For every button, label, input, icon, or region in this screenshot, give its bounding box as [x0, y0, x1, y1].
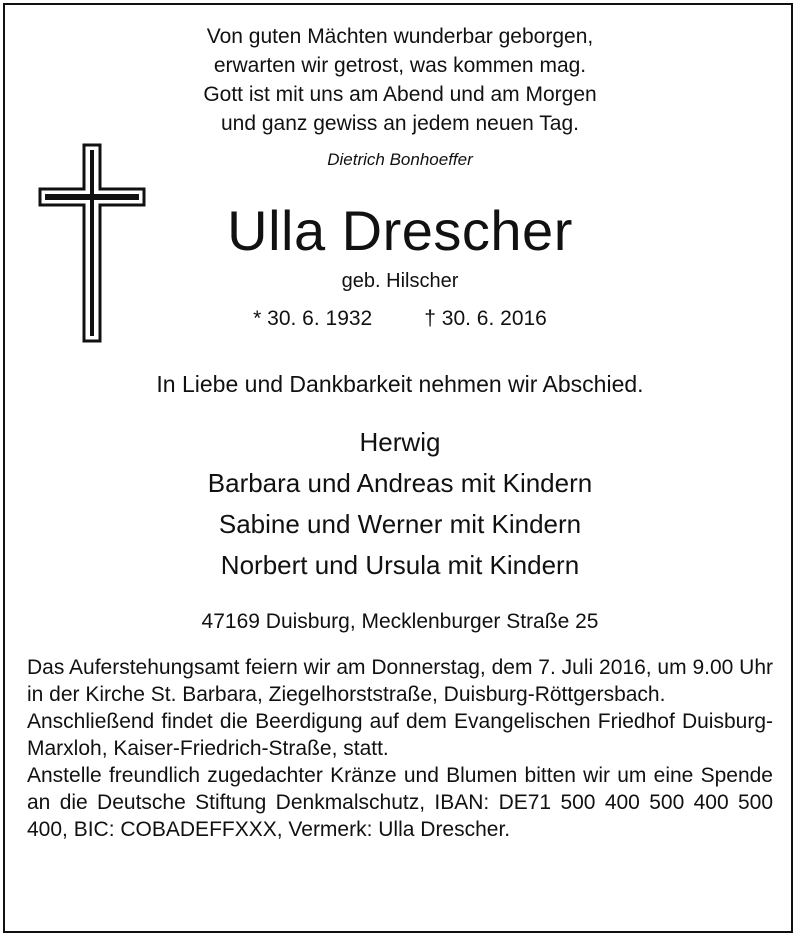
birth-date: * 30. 6. 1932 [253, 307, 373, 330]
poem-line: Von guten Mächten wunderbar geborgen, [206, 25, 594, 48]
poem-line: erwarten wir getrost, was kommen mag. [213, 54, 587, 77]
deceased-name: Ulla Drescher [227, 199, 573, 262]
poem [0, 22, 800, 138]
farewell-line: In Liebe und Dankbarkeit nehmen wir Abschied. [156, 371, 644, 397]
life-dates [0, 307, 800, 331]
family-member: Sabine und Werner mit Kindern [218, 509, 582, 539]
poem-line: Gott ist mit uns am Abend und am Morgen [203, 83, 597, 106]
poem-author: Dietrich Bonhoeffer [327, 150, 473, 169]
service-paragraph: Das Auferstehungsamt feiern wir am Donnerstag, dem 7. Juli 2016, um 9.00 Uhr in der Kirche St. Barbara, Ziegelhorststraße, Duisburg-Röttgersbach. [27, 656, 773, 706]
burial-paragraph: Anschließend findet die Beerdigung auf dem Evangelischen Friedhof Duisburg-Marxloh, Kaiser-Friedrich-Straße, statt. [27, 710, 773, 760]
family-list [0, 422, 800, 586]
poem-line: und ganz gewiss an jedem neuen Tag. [220, 112, 580, 135]
family-member: Norbert und Ursula mit Kindern [220, 550, 580, 580]
address: 47169 Duisburg, Mecklenburger Straße 25 [201, 610, 599, 633]
maiden-name: geb. Hilscher [341, 270, 459, 292]
death-date: † 30. 6. 2016 [424, 307, 547, 330]
family-member: Barbara und Andreas mit Kindern [207, 468, 593, 498]
donation-paragraph: Anstelle freundlich zugedachter Kränze und Blumen bitten wir um eine Spende an die Deutsche Stiftung Denkmalschutz, IBAN: DE71 500 400 500 400 500 400, BIC: COBADEFFXXX, Vermerk: Ulla Drescher. [27, 764, 773, 841]
family-member: Herwig [359, 427, 441, 457]
service-details [27, 654, 773, 843]
